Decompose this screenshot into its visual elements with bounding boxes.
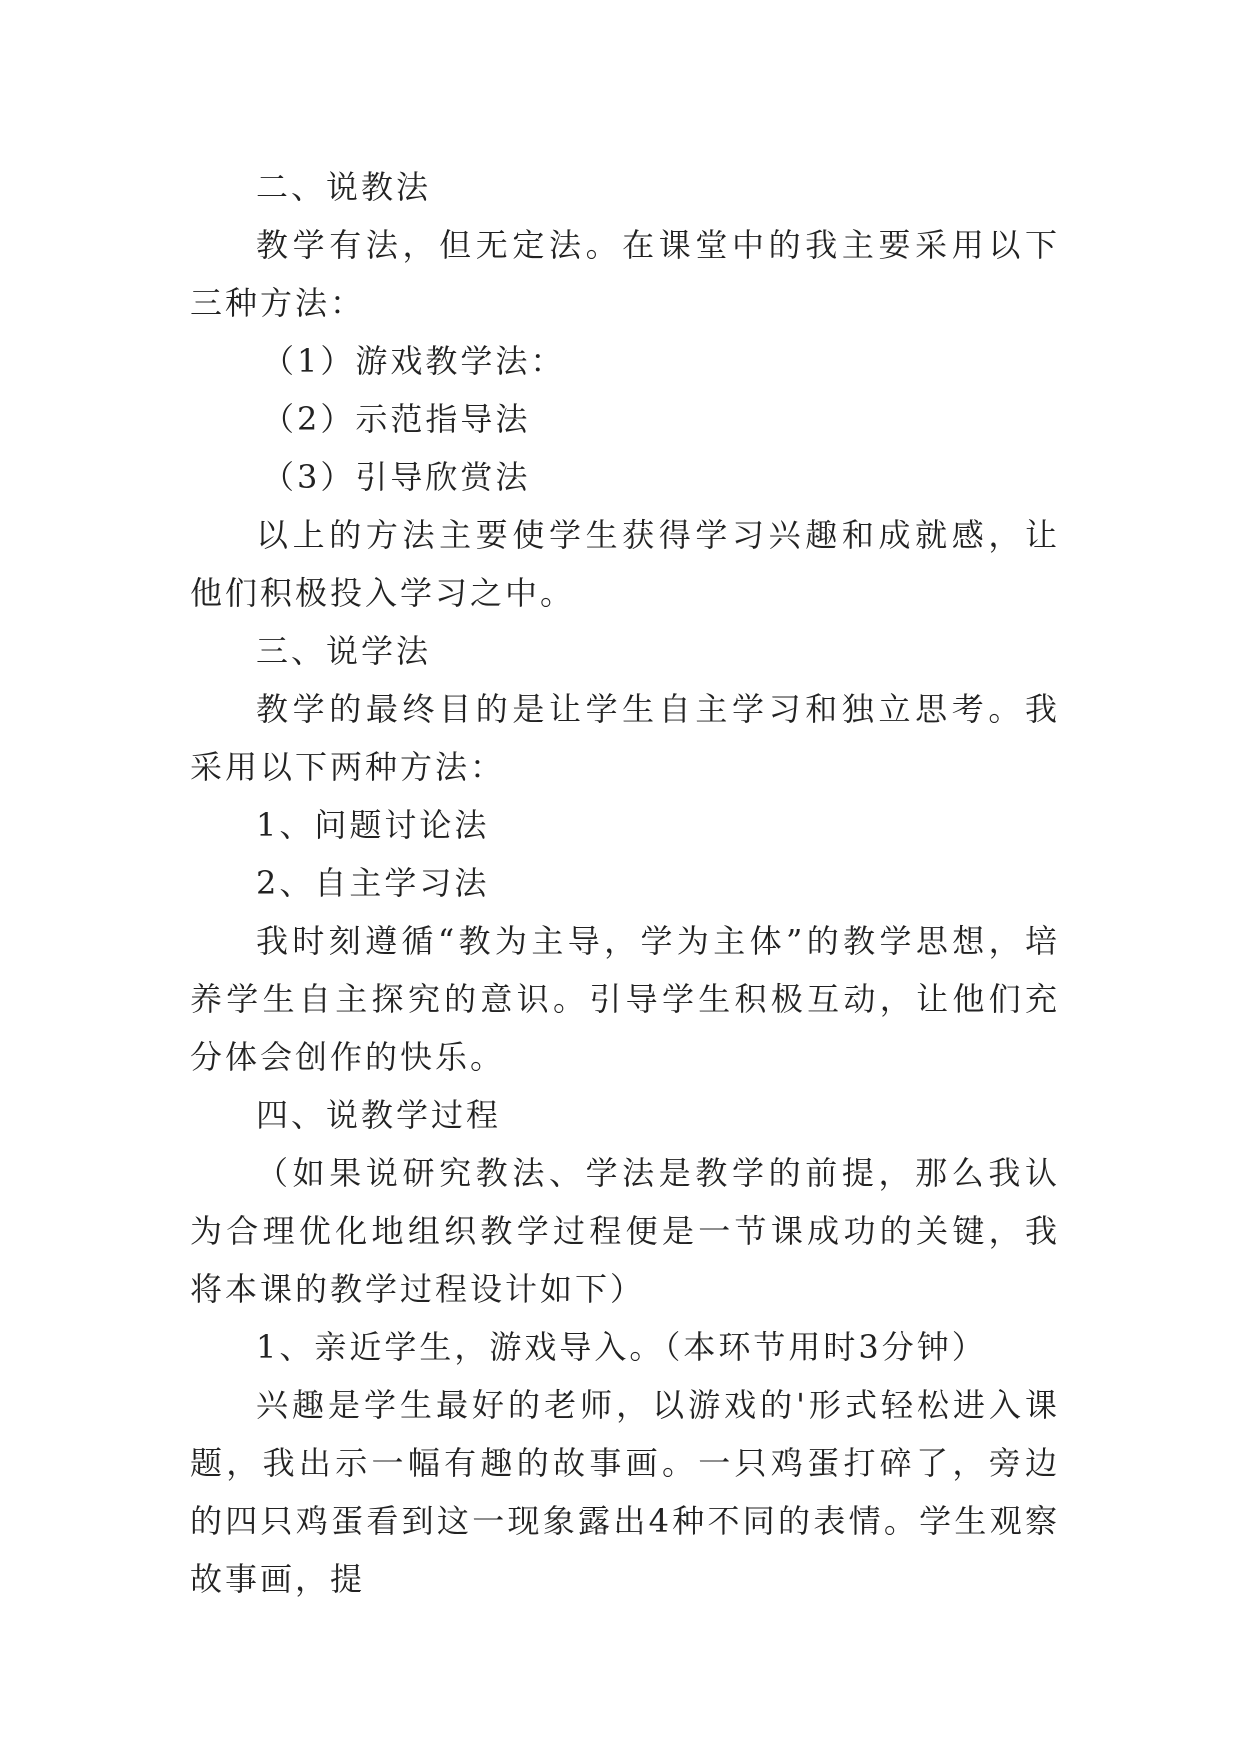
- paragraph: 兴趣是学生最好的老师，以游戏的'形式轻松进入课题，我出示一幅有趣的故事画。一只鸡蛋打碎了，旁边的四只鸡蛋看到这一现象露出4种不同的表情。学生观察故事画，提: [190, 1386, 1060, 1598]
- list-item: 1、亲近学生，游戏导入。（本环节用时3分钟）: [256, 1328, 987, 1366]
- list-item: （1）游戏教学法：: [262, 342, 566, 380]
- document-body: [190, 158, 1060, 1608]
- section-heading-learning-methods: 三、说学法: [256, 632, 432, 670]
- list-item: 1、问题讨论法: [256, 806, 490, 844]
- section-heading-teaching-process: 四、说教学过程: [256, 1096, 502, 1134]
- section-heading-teaching-methods: 二、说教法: [256, 168, 432, 206]
- list-item: （3）引导欣赏法: [262, 458, 531, 496]
- list-item: 2、自主学习法: [256, 864, 490, 902]
- paragraph: 教学有法，但无定法。在课堂中的我主要采用以下三种方法：: [190, 226, 1060, 322]
- paragraph: 教学的最终目的是让学生自主学习和独立思考。我采用以下两种方法：: [190, 690, 1060, 786]
- list-item: （2）示范指导法: [262, 400, 531, 438]
- paragraph: 以上的方法主要使学生获得学习兴趣和成就感，让他们积极投入学习之中。: [190, 516, 1060, 612]
- paragraph: （如果说研究教法、学法是教学的前提，那么我认为合理优化地组织教学过程便是一节课成功的关键，我将本课的教学过程设计如下）: [190, 1154, 1060, 1308]
- paragraph: 我时刻遵循“教为主导，学为主体”的教学思想，培养学生自主探究的意识。引导学生积极互动，让他们充分体会创作的快乐。: [190, 922, 1060, 1076]
